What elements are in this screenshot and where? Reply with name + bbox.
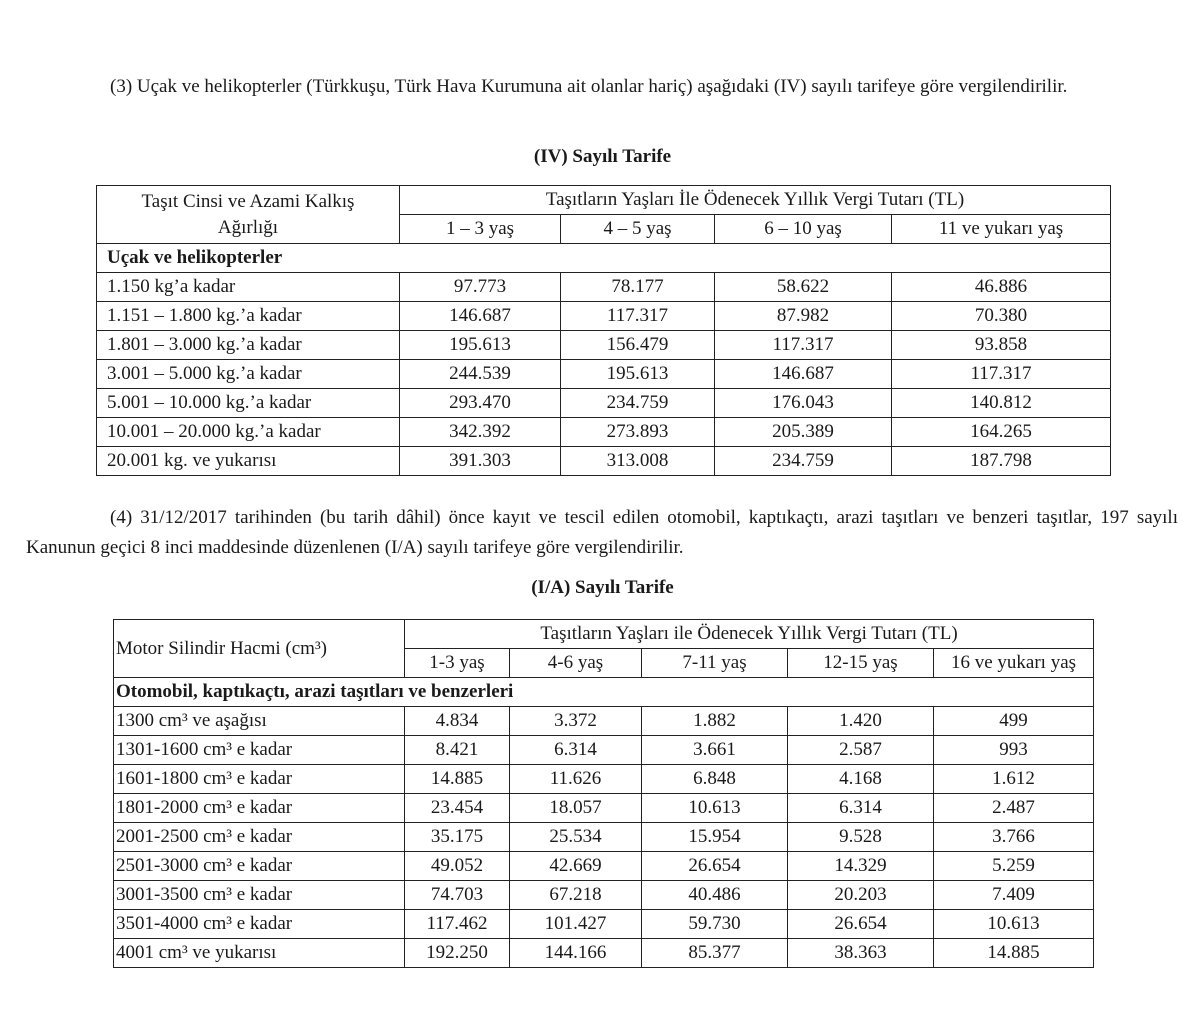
table-row: [114, 707, 1094, 736]
tariff-table-iv: [96, 185, 1111, 476]
paragraph-automobile-text: (4) 31/12/2017 tarihinden (bu tarih dâhil) önce kayıt ve tescil edilen otomobil, kaptıkaçtı, arazi taşıtları ve benzeri taşıtlar, 197 sayılı Kanunun geçici 8 inci maddesinde düzenlenen (I/A) sayılı tarifeye göre vergilendirilir.: [26, 507, 1178, 558]
row-label: 1601-1800 cm³ e kadar: [114, 765, 405, 794]
tax-value: 46.886: [892, 273, 1111, 302]
table-ia-caption: (I/A) Sayılı Tarife: [531, 577, 674, 598]
tax-value: 117.462: [405, 910, 510, 939]
tax-value: 78.177: [561, 273, 715, 302]
tax-value: 38.363: [788, 939, 934, 968]
tax-value: 192.250: [405, 939, 510, 968]
table-row: [97, 447, 1111, 476]
tax-value: 20.203: [788, 881, 934, 910]
row-label: 3.001 – 5.000 kg.’a kadar: [97, 360, 400, 389]
table-row: [114, 823, 1094, 852]
row-label: 1801-2000 cm³ e kadar: [114, 794, 405, 823]
tax-value: 10.613: [934, 910, 1094, 939]
table-row: [114, 910, 1094, 939]
tax-value: 14.885: [934, 939, 1094, 968]
tax-value: 195.613: [561, 360, 715, 389]
table-row: [97, 302, 1111, 331]
tax-value: 15.954: [642, 823, 788, 852]
row-label: 3501-4000 cm³ e kadar: [114, 910, 405, 939]
column-group-header: Taşıtların Yaşları İle Ödenecek Yıllık Vergi Tutarı (TL): [400, 186, 1111, 215]
tax-value: 97.773: [400, 273, 561, 302]
tax-value: 10.613: [642, 794, 788, 823]
age-header: 16 ve yukarı yaş: [934, 649, 1094, 678]
row-label: 1.151 – 1.800 kg.’a kadar: [97, 302, 400, 331]
tax-value: 85.377: [642, 939, 788, 968]
tax-value: 176.043: [715, 389, 892, 418]
tax-value: 59.730: [642, 910, 788, 939]
tax-value: 35.175: [405, 823, 510, 852]
tax-value: 9.528: [788, 823, 934, 852]
tax-value: 117.317: [715, 331, 892, 360]
table-iv-caption: (IV) Sayılı Tarife: [533, 146, 672, 167]
tax-value: 293.470: [400, 389, 561, 418]
tax-value: 8.421: [405, 736, 510, 765]
tax-value: 18.057: [510, 794, 642, 823]
tax-value: 5.259: [934, 852, 1094, 881]
table-row: [114, 794, 1094, 823]
paragraph-aircraft: [26, 72, 1178, 102]
tax-value: 2.587: [788, 736, 934, 765]
tax-value: 74.703: [405, 881, 510, 910]
tax-value: 6.848: [642, 765, 788, 794]
tax-value: 87.982: [715, 302, 892, 331]
tax-value: 25.534: [510, 823, 642, 852]
tax-value: 146.687: [400, 302, 561, 331]
tax-value: 67.218: [510, 881, 642, 910]
tax-value: 6.314: [788, 794, 934, 823]
tax-value: 1.420: [788, 707, 934, 736]
tax-value: 14.885: [405, 765, 510, 794]
tax-value: 42.669: [510, 852, 642, 881]
tariff-table-ia: [113, 619, 1094, 968]
tax-value: 156.479: [561, 331, 715, 360]
column-group-header: Taşıtların Yaşları ile Ödenecek Yıllık Vergi Tutarı (TL): [405, 620, 1094, 649]
row-label: 1.801 – 3.000 kg.’a kadar: [97, 331, 400, 360]
row-label: 4001 cm³ ve yukarısı: [114, 939, 405, 968]
column-header-engine-volume: Motor Silindir Hacmi (cm³): [114, 620, 405, 678]
tax-value: 391.303: [400, 447, 561, 476]
row-label: 10.001 – 20.000 kg.’a kadar: [97, 418, 400, 447]
tax-value: 4.168: [788, 765, 934, 794]
tax-value: 26.654: [642, 852, 788, 881]
age-header: 11 ve yukarı yaş: [892, 215, 1111, 244]
tax-value: 234.759: [715, 447, 892, 476]
column-header-vehicle-type-line1: Taşıt Cinsi ve Azami Kalkış: [141, 190, 355, 212]
section-label: Otomobil, kaptıkaçtı, arazi taşıtları ve benzerleri: [114, 678, 1094, 707]
age-header: 4 – 5 yaş: [561, 215, 715, 244]
table-row: [97, 389, 1111, 418]
age-header: 1 – 3 yaş: [400, 215, 561, 244]
tax-value: 7.409: [934, 881, 1094, 910]
tax-value: 40.486: [642, 881, 788, 910]
column-header-vehicle-type: [97, 186, 400, 244]
column-header-vehicle-type-line2: Ağırlığı: [217, 216, 279, 238]
tax-value: 93.858: [892, 331, 1111, 360]
tax-value: 2.487: [934, 794, 1094, 823]
age-header: 4-6 yaş: [510, 649, 642, 678]
tax-value: 195.613: [400, 331, 561, 360]
paragraph-aircraft-text: (3) Uçak ve helikopterler (Türkkuşu, Türk Hava Kurumuna ait olanlar hariç) aşağıdaki (IV) sayılı tarifeye göre vergilendirilir.: [110, 76, 1068, 97]
tax-value: 993: [934, 736, 1094, 765]
tax-value: 3.372: [510, 707, 642, 736]
section-label: Uçak ve helikopterler: [97, 244, 1111, 273]
table-row: [114, 881, 1094, 910]
tax-value: 313.008: [561, 447, 715, 476]
tax-value: 49.052: [405, 852, 510, 881]
table-row: [97, 360, 1111, 389]
tax-value: 6.314: [510, 736, 642, 765]
row-label: 3001-3500 cm³ e kadar: [114, 881, 405, 910]
tax-value: 3.766: [934, 823, 1094, 852]
tax-value: 11.626: [510, 765, 642, 794]
tax-value: 187.798: [892, 447, 1111, 476]
age-header: 1-3 yaş: [405, 649, 510, 678]
tax-value: 117.317: [561, 302, 715, 331]
row-label: 1300 cm³ ve aşağısı: [114, 707, 405, 736]
tax-value: 4.834: [405, 707, 510, 736]
tax-value: 117.317: [892, 360, 1111, 389]
tax-value: 146.687: [715, 360, 892, 389]
tax-value: 14.329: [788, 852, 934, 881]
age-header: 6 – 10 yaş: [715, 215, 892, 244]
table-row: [114, 939, 1094, 968]
tax-value: 499: [934, 707, 1094, 736]
table-row: [114, 765, 1094, 794]
table-row: [114, 736, 1094, 765]
tax-value: 234.759: [561, 389, 715, 418]
tax-value: 3.661: [642, 736, 788, 765]
tax-value: 1.882: [642, 707, 788, 736]
tax-value: 144.166: [510, 939, 642, 968]
tax-value: 58.622: [715, 273, 892, 302]
row-label: 2001-2500 cm³ e kadar: [114, 823, 405, 852]
tax-value: 273.893: [561, 418, 715, 447]
table-row: [97, 331, 1111, 360]
tax-value: 26.654: [788, 910, 934, 939]
table-row: [97, 273, 1111, 302]
age-header: 7-11 yaş: [642, 649, 788, 678]
tax-value: 23.454: [405, 794, 510, 823]
table-row: [97, 418, 1111, 447]
tax-value: 342.392: [400, 418, 561, 447]
section-row: [97, 244, 1111, 273]
paragraph-automobile: [26, 503, 1178, 563]
tax-value: 244.539: [400, 360, 561, 389]
tax-value: 101.427: [510, 910, 642, 939]
row-label: 5.001 – 10.000 kg.’a kadar: [97, 389, 400, 418]
row-label: 1301-1600 cm³ e kadar: [114, 736, 405, 765]
tax-value: 205.389: [715, 418, 892, 447]
tax-value: 70.380: [892, 302, 1111, 331]
age-header: 12-15 yaş: [788, 649, 934, 678]
row-label: 2501-3000 cm³ e kadar: [114, 852, 405, 881]
table-row: [114, 852, 1094, 881]
row-label: 1.150 kg’a kadar: [97, 273, 400, 302]
tax-value: 1.612: [934, 765, 1094, 794]
tax-value: 140.812: [892, 389, 1111, 418]
section-row: [114, 678, 1094, 707]
tax-value: 164.265: [892, 418, 1111, 447]
row-label: 20.001 kg. ve yukarısı: [97, 447, 400, 476]
